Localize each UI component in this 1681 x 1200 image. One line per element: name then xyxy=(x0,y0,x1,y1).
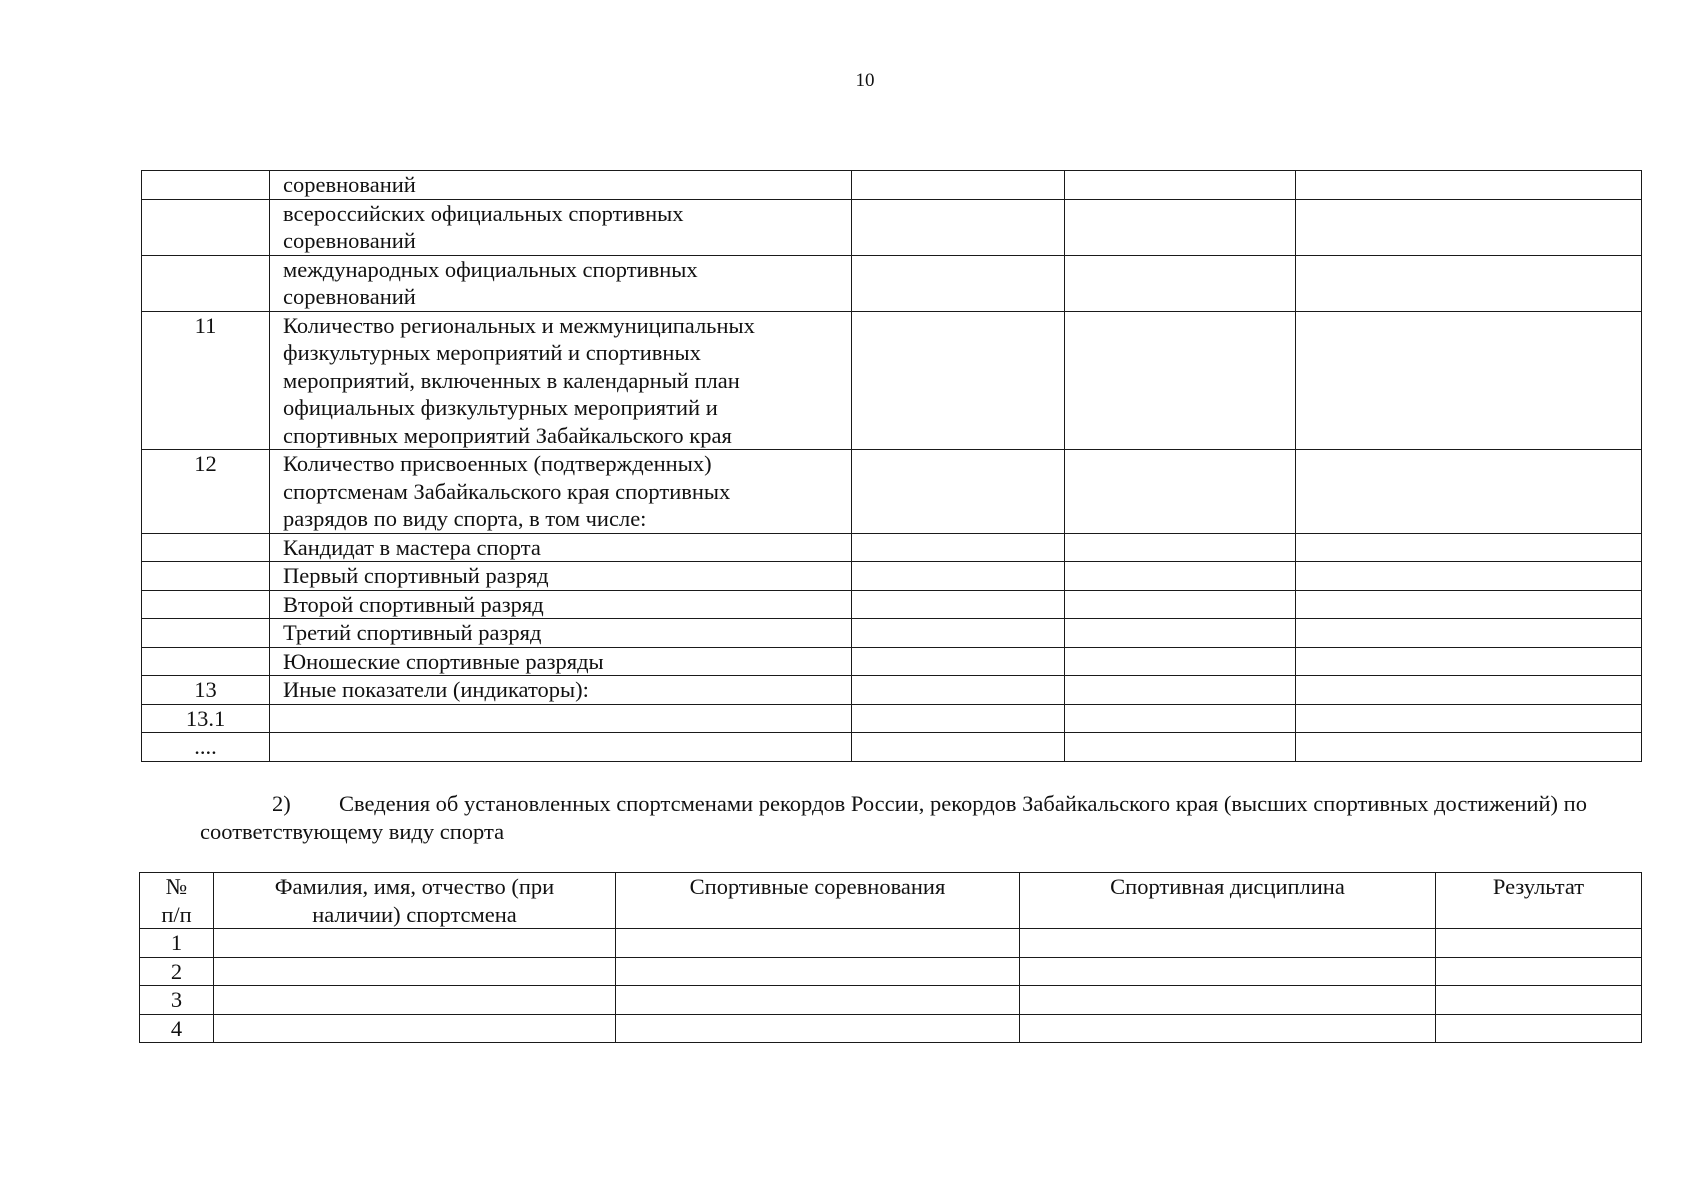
empty-cell xyxy=(616,986,1020,1015)
empty-cell xyxy=(616,1014,1020,1043)
indicator-text: Кандидат в мастера спорта xyxy=(270,533,852,562)
empty-cell xyxy=(214,929,616,958)
row-number xyxy=(142,255,270,311)
row-number: 1 xyxy=(140,929,214,958)
empty-cell xyxy=(1296,311,1642,450)
empty-cell xyxy=(1065,171,1296,200)
empty-cell xyxy=(1065,676,1296,705)
empty-cell xyxy=(852,311,1065,450)
empty-cell xyxy=(214,1014,616,1043)
table-row xyxy=(142,311,1642,450)
empty-cell xyxy=(852,676,1065,705)
section-number: 2) xyxy=(272,791,291,816)
indicator-text: Количество присвоенных (подтвержденных) спортсменам Забайкальского края спортивных разрядов по виду спорта, в том числе: xyxy=(270,450,852,534)
row-number: 4 xyxy=(140,1014,214,1043)
empty-cell xyxy=(1065,704,1296,733)
table-row xyxy=(142,562,1642,591)
empty-cell xyxy=(1020,929,1436,958)
table-row xyxy=(142,255,1642,311)
empty-cell xyxy=(1436,1014,1642,1043)
row-number: .... xyxy=(142,733,270,762)
row-number xyxy=(142,590,270,619)
table-row xyxy=(142,647,1642,676)
indicator-text: всероссийских официальных спортивных соревнований xyxy=(270,199,852,255)
empty-cell xyxy=(1065,311,1296,450)
row-number xyxy=(142,647,270,676)
indicator-text: Второй спортивный разряд xyxy=(270,590,852,619)
row-number xyxy=(142,533,270,562)
indicator-text xyxy=(270,704,852,733)
empty-cell xyxy=(1065,199,1296,255)
header-athlete-name: Фамилия, имя, отчество (при наличии) спортсмена xyxy=(214,873,616,929)
row-number: 13.1 xyxy=(142,704,270,733)
empty-cell xyxy=(1296,704,1642,733)
section-2-heading xyxy=(200,790,1650,845)
empty-cell xyxy=(1296,533,1642,562)
indicator-text: Первый спортивный разряд xyxy=(270,562,852,591)
table-row xyxy=(142,171,1642,200)
empty-cell xyxy=(1065,619,1296,648)
empty-cell xyxy=(1065,590,1296,619)
empty-cell xyxy=(1436,986,1642,1015)
empty-cell xyxy=(852,590,1065,619)
header-competitions: Спортивные соревнования xyxy=(616,873,1020,929)
indicator-text: Иные показатели (индикаторы): xyxy=(270,676,852,705)
empty-cell xyxy=(852,733,1065,762)
empty-cell xyxy=(1065,647,1296,676)
row-number: 3 xyxy=(140,986,214,1015)
empty-cell xyxy=(1296,647,1642,676)
table-row xyxy=(142,450,1642,534)
row-number xyxy=(142,171,270,200)
empty-cell xyxy=(1065,562,1296,591)
row-number xyxy=(142,619,270,648)
table-row xyxy=(140,1014,1642,1043)
indicator-text: Третий спортивный разряд xyxy=(270,619,852,648)
empty-cell xyxy=(1020,957,1436,986)
row-number: 2 xyxy=(140,957,214,986)
records-table xyxy=(139,872,1642,1043)
indicator-text xyxy=(270,733,852,762)
row-number xyxy=(142,562,270,591)
table-row xyxy=(142,704,1642,733)
section-2-text: Сведения об установленных спортсменами рекордов России, рекордов Забайкальского края (высших спортивных достижений) по соответствующему виду спорта xyxy=(200,791,1587,844)
empty-cell xyxy=(1436,957,1642,986)
empty-cell xyxy=(852,199,1065,255)
empty-cell xyxy=(852,562,1065,591)
empty-cell xyxy=(852,255,1065,311)
empty-cell xyxy=(1296,171,1642,200)
table-row xyxy=(140,986,1642,1015)
empty-cell xyxy=(1296,255,1642,311)
table-row xyxy=(140,957,1642,986)
table-header-row xyxy=(140,873,1642,929)
empty-cell xyxy=(1065,733,1296,762)
empty-cell xyxy=(1296,562,1642,591)
row-number: 11 xyxy=(142,311,270,450)
row-number: 12 xyxy=(142,450,270,534)
empty-cell xyxy=(1065,450,1296,534)
empty-cell xyxy=(1020,986,1436,1015)
empty-cell xyxy=(852,619,1065,648)
empty-cell xyxy=(1296,733,1642,762)
table-row xyxy=(142,619,1642,648)
section-2-paragraph xyxy=(200,790,1650,845)
empty-cell xyxy=(1296,590,1642,619)
table-row xyxy=(142,676,1642,705)
empty-cell xyxy=(1065,533,1296,562)
row-number xyxy=(142,199,270,255)
table-row xyxy=(142,590,1642,619)
empty-cell xyxy=(852,450,1065,534)
header-discipline: Спортивная дисциплина xyxy=(1020,873,1436,929)
empty-cell xyxy=(1296,450,1642,534)
indicator-text: международных официальных спортивных соревнований xyxy=(270,255,852,311)
page-number: 10 xyxy=(855,70,875,91)
empty-cell xyxy=(616,957,1020,986)
empty-cell xyxy=(852,704,1065,733)
indicator-text: соревнований xyxy=(270,171,852,200)
empty-cell xyxy=(852,647,1065,676)
table-row xyxy=(140,929,1642,958)
empty-cell xyxy=(1436,929,1642,958)
empty-cell xyxy=(214,957,616,986)
empty-cell xyxy=(616,929,1020,958)
table-row xyxy=(142,533,1642,562)
empty-cell xyxy=(852,171,1065,200)
indicators-table xyxy=(141,170,1642,762)
table-row xyxy=(142,199,1642,255)
empty-cell xyxy=(1296,619,1642,648)
row-number: 13 xyxy=(142,676,270,705)
empty-cell xyxy=(852,533,1065,562)
header-result: Результат xyxy=(1436,873,1642,929)
header-number: № п/п xyxy=(140,873,214,929)
empty-cell xyxy=(1296,199,1642,255)
empty-cell xyxy=(1020,1014,1436,1043)
indicator-text: Количество региональных и межмуниципальных физкультурных мероприятий и спортивных мероприятий, включенных в календарный план официальных физкультурных мероприятий и спортивных мероприятий Забайкальского края xyxy=(270,311,852,450)
empty-cell xyxy=(1065,255,1296,311)
empty-cell xyxy=(214,986,616,1015)
indicator-text: Юношеские спортивные разряды xyxy=(270,647,852,676)
empty-cell xyxy=(1296,676,1642,705)
table-row xyxy=(142,733,1642,762)
